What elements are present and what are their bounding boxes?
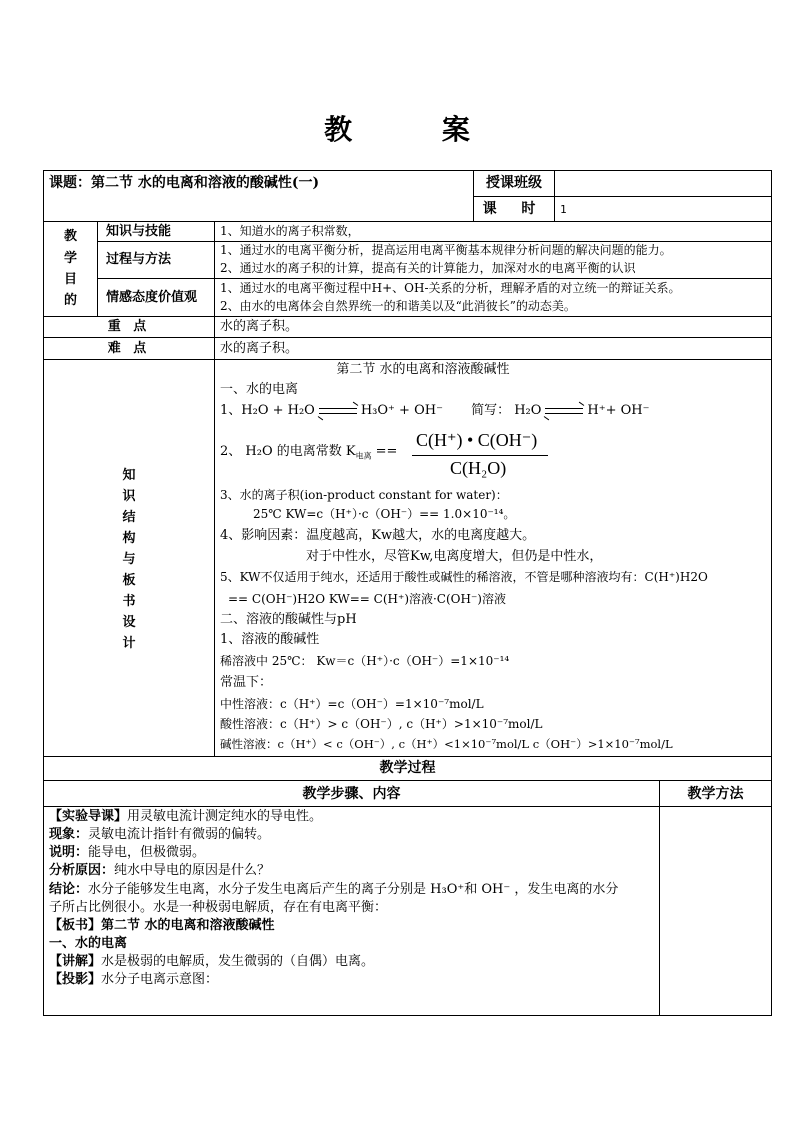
board-item-3-formula: 25℃ KW=c（H⁺）·c（OH⁻）== 1.0×10⁻¹⁴。 (253, 507, 516, 521)
objective-label-attitude: 情感态度价值观 (106, 290, 198, 305)
difficulty-value: 水的离子积。 (220, 341, 299, 356)
board-item-5: 5、KW不仅适用于纯水，还适用于酸性或碱性的稀溶液，不管是哪种溶液均有：C(H⁺)H2O (220, 570, 708, 584)
objective-process-line-1: 1、通过水的电离平衡分析，提高运用电离平衡基本规律分析问题的解决问题的能力。 (220, 243, 672, 257)
board-normal-temp: 常温下： (220, 675, 273, 690)
objective-label-process: 过程与方法 (106, 252, 172, 267)
ionization-constant-numerator: C(H⁺) • C(OH⁻) (416, 430, 538, 450)
equilibrium-arrows-icon (545, 406, 583, 416)
board-item-2-label: 2、 H₂O 的电离常数 $K_{电离}$ == (220, 444, 398, 461)
ionization-constant-denominator: C(H₂O) (450, 458, 507, 478)
process-line: 子所占比例很小。水是一种极弱电解质，存在有电离平衡： (49, 900, 388, 915)
process-line: 【投影】水分子电离示意图： (49, 972, 219, 987)
objective-label-knowledge: 知识与技能 (106, 224, 172, 239)
process-line: 一、水的电离 (49, 936, 128, 951)
process-steps-header: 教学步骤、内容 (302, 786, 401, 802)
hours-value: 1 (560, 203, 567, 216)
board-item-4-b: 对于中性水，尽管Kw,电离度增大，但仍是中性水， (306, 549, 603, 564)
lesson-topic: 课题：第二节 水的电离和溶液的酸碱性(一) (49, 175, 320, 191)
class-label: 授课班级 (486, 175, 542, 191)
process-line: 【板书】第二节 水的电离和溶液酸碱性 (49, 918, 275, 933)
hours-label: 课 时 (482, 201, 546, 217)
board-item-3: 3、水的离子积(ion-product constant for water)： (220, 488, 508, 502)
board-heading: 第二节 水的电离和溶液酸碱性 (336, 362, 510, 377)
board-item-5-b: == C(OH⁻)H2O KW== C(H⁺)溶液·C(OH⁻)溶液 (228, 592, 506, 606)
process-line: 分析原因：纯水中导电的原因是什么？ (49, 863, 271, 878)
board-dilute: 稀溶液中 25℃： Kw＝c（H⁺）·c（OH⁻）=1×10⁻¹⁴ (220, 654, 510, 668)
objectives-side-label: 教 学 目 的 (63, 229, 77, 308)
objective-attitude-line-2: 2、由水的电离体会自然界统一的和谐美以及“此消彼长”的动态美。 (220, 299, 576, 313)
board-neutral: 中性溶液：c（H⁺）=c（OH⁻）=1×10⁻⁷mol/L (220, 697, 484, 711)
key-point-label: 重 点 (107, 319, 151, 334)
board-section-1: 一、水的电离 (220, 382, 299, 397)
process-line: 【实验导课】用灵敏电流计测定纯水的导电性。 (49, 809, 323, 824)
board-sub-1: 1、溶液的酸碱性 (220, 632, 320, 647)
board-section-2: 二、溶液的酸碱性与pH (220, 612, 357, 627)
difficulty-label: 难 点 (107, 341, 151, 356)
process-line: 结论：水分子能够发生电离，水分子发生电离后产生的离子分别是 H₃O⁺和 OH⁻ ，发生电离的水分 (49, 882, 619, 897)
process-line: 【讲解】水是极弱的电解质，发生微弱的（自偶）电离。 (49, 954, 375, 969)
process-title: 教学过程 (379, 760, 436, 776)
board-item-4: 4、影响因素：温度越高，Kw越大，水的电离度越大。 (220, 528, 536, 543)
objective-attitude-line-1: 1、通过水的电离平衡过程中H+、OH-关系的分析，理解矛盾的对立统一的辩证关系。 (220, 281, 681, 295)
board-item-1: 1、H₂O + H₂O H₃O⁺ + OH⁻ 简写： H₂O H⁺+ OH⁻ (220, 403, 650, 418)
process-line: 说明：能导电，但极微弱。 (49, 845, 206, 860)
board-design-side-label: 知 识 结 构 与 板 书 设 计 (122, 468, 136, 651)
process-line: 现象：灵敏电流计指针有微弱的偏转。 (49, 827, 271, 842)
board-basic: 碱性溶液：c（H⁺）< c（OH⁻）, c（H⁺）<1×10⁻⁷mol/L c（OH⁻）>1×10⁻⁷mol/L (220, 737, 673, 751)
key-point-value: 水的离子积。 (220, 319, 299, 334)
equilibrium-arrows-icon (319, 406, 357, 416)
board-acidic: 酸性溶液：c（H⁺）> c（OH⁻）, c（H⁺）>1×10⁻⁷mol/L (220, 717, 543, 731)
objective-knowledge-line: 1、知道水的离子积常数， (220, 224, 360, 238)
fraction-bar (412, 455, 548, 456)
document-title: 教 案 (324, 113, 510, 146)
objective-process-line-2: 2、通过水的离子积的计算，提高有关的计算能力，加深对水的电离平衡的认识 (220, 261, 636, 275)
process-method-header: 教学方法 (687, 786, 744, 802)
